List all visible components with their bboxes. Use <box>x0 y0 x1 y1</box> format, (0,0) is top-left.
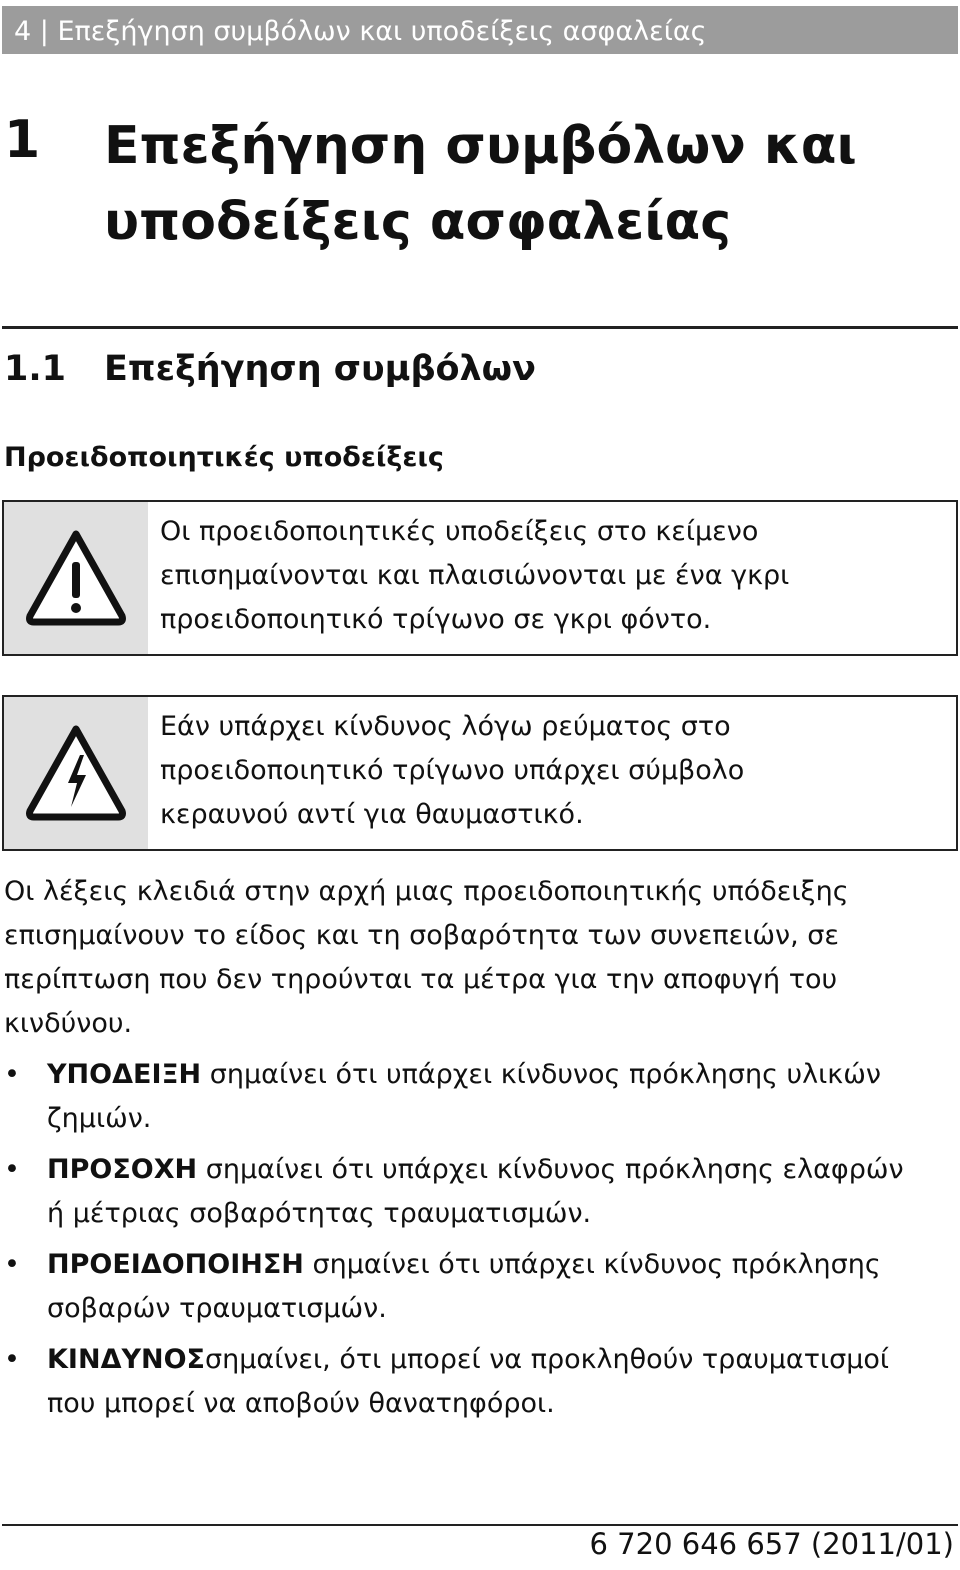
warning-triangle-exclamation-icon <box>24 528 128 628</box>
warning-text <box>148 502 801 654</box>
paragraph-line: επισημαίνουν το είδος και τη σοβαρότητα των συνεπειών, σε <box>4 920 839 951</box>
signal-word-description: ζημιών. <box>47 1103 152 1134</box>
paragraph-line: κινδύνου. <box>4 1008 133 1039</box>
signal-word-description: σοβαρών τραυματισμών. <box>47 1293 387 1324</box>
signal-word-description: ή μέτριας σοβαρότητας τραυματισμών. <box>47 1198 592 1229</box>
chapter-number: 1 <box>4 110 41 170</box>
signal-word-description: σημαίνει ότι υπάρχει κίνδυνος πρόκλησης <box>303 1249 881 1280</box>
signal-word-description: που μπορεί να αποβούν θανατηφόροι. <box>47 1388 555 1419</box>
warning-text-line: επισημαίνονται και πλαισιώνονται με ένα γκρι <box>160 560 790 591</box>
chapter-title-line: Επεξήγηση συμβόλων και <box>104 116 857 176</box>
chapter-title-line: υποδείξεις ασφαλείας <box>104 192 732 252</box>
list-item <box>0 1148 950 1236</box>
section-number: 1.1 <box>4 349 67 389</box>
subheading-warnings: Προειδοποιητικές υποδείξεις <box>4 442 444 473</box>
list-item <box>0 1243 950 1331</box>
warning-box-general <box>2 500 958 656</box>
warning-text-line: κεραυνού αντί για θαυμαστικό. <box>160 799 584 830</box>
paragraph-line: Οι λέξεις κλειδιά στην αρχή μιας προειδοποιητικής υπόδειξης <box>4 876 849 907</box>
signal-word: ΠΡΟΣΟΧΗ <box>47 1154 198 1185</box>
document-reference: 6 720 646 657 (2011/01) <box>589 1527 954 1561</box>
warning-icon-cell <box>4 697 148 849</box>
keywords-paragraph <box>4 870 944 1046</box>
signal-word: ΠΡΟΕΙΔΟΠΟΙΗΣΗ <box>47 1249 304 1280</box>
signal-word-description: σημαίνει, ότι μπορεί να προκληθούν τραυματισμοί <box>205 1344 890 1375</box>
warning-text-line: προειδοποιητικό τρίγωνο υπάρχει σύμβολο <box>160 755 745 786</box>
warning-text-line: Εάν υπάρχει κίνδυνος λόγω ρεύματος στο <box>160 711 731 742</box>
chapter-title <box>104 108 857 260</box>
paragraph-line: περίπτωση που δεν τηρούνται τα μέτρα για την αποφυγή του <box>4 964 838 995</box>
bullet-icon: • <box>4 1154 20 1185</box>
section-divider <box>2 326 958 329</box>
warning-box-electrical <box>2 695 958 851</box>
page-header-bar <box>2 6 958 54</box>
signal-word: ΥΠΟΔΕΙΞΗ <box>47 1059 202 1090</box>
warning-text-line: Οι προειδοποιητικές υποδείξεις στο κείμενο <box>160 516 759 547</box>
page-header-text: 4 | Επεξήγηση συμβόλων και υποδείξεις ασφαλείας <box>14 16 707 47</box>
footer-divider <box>2 1524 958 1526</box>
signal-word-description: σημαίνει ότι υπάρχει κίνδυνος πρόκλησης υλικών <box>201 1059 881 1090</box>
list-item <box>0 1338 950 1426</box>
section-title: Επεξήγηση συμβόλων <box>104 349 536 389</box>
list-item <box>0 1053 950 1141</box>
signal-word-list <box>0 1053 950 1433</box>
bullet-icon: • <box>4 1059 20 1090</box>
warning-triangle-lightning-icon <box>24 723 128 823</box>
bullet-icon: • <box>4 1249 20 1280</box>
signal-word: ΚΙΝΔΥΝΟΣ <box>47 1344 206 1375</box>
warning-text-line: προειδοποιητικό τρίγωνο σε γκρι φόντο. <box>160 604 712 635</box>
signal-word-description: σημαίνει ότι υπάρχει κίνδυνος πρόκλησης ελαφρών <box>197 1154 904 1185</box>
bullet-icon: • <box>4 1344 20 1375</box>
warning-text <box>148 697 756 849</box>
warning-icon-cell <box>4 502 148 654</box>
